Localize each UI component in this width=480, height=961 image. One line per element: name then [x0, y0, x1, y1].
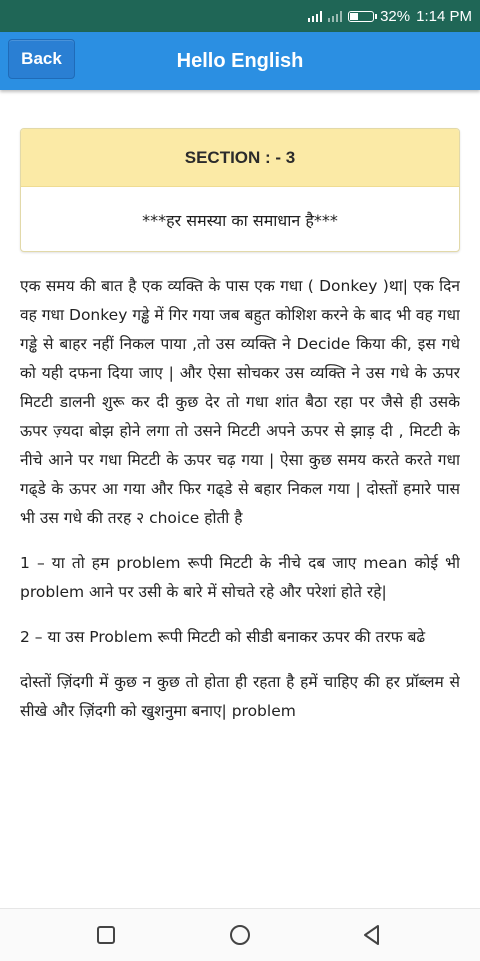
article-content[interactable] [20, 272, 460, 908]
article-paragraph-3: 2 – या उस Problem रूपी मिटटी को सीडी बनाकर ऊपर की तरफ बढे [20, 628, 426, 646]
back-button[interactable]: Back [8, 39, 75, 79]
battery-fill [350, 13, 358, 20]
app-bar [0, 32, 480, 90]
battery-percent: 32% [380, 7, 411, 25]
clock: 1:14 PM [416, 7, 472, 25]
article-paragraph-2: 1 – या तो हम problem रूपी मिटटी के नीचे दब जाए mean कोई भी problem आने पर उसी के बारे में सोचते रहे और परेशां होते रहे| [20, 554, 460, 601]
home-circle-icon[interactable] [226, 921, 254, 949]
back-triangle-icon[interactable] [358, 921, 386, 949]
status-icons [308, 0, 472, 32]
article-paragraph-4: दोस्तों ज़िंदगी में कुछ न कुछ तो होता ही रहता है हमें चाहिए की हर प्रॉब्लम से सीखे और ज़िंदगी को खुशनुमा बनाए| problem [20, 673, 460, 720]
section-title: SECTION : - 3 [21, 129, 459, 187]
signal-icon [308, 10, 322, 22]
recents-square-icon[interactable] [92, 921, 120, 949]
section-subtitle: ***हर समस्या का समाधान है*** [142, 211, 338, 230]
battery-icon [348, 11, 374, 22]
system-nav-bar [0, 908, 480, 961]
page-title: Hello English [176, 49, 304, 72]
signal-secondary-icon [328, 10, 342, 22]
article-paragraph-1: एक समय की बात है एक व्यक्ति के पास एक गधा ( Donkey )था| एक दिन वह गधा Donkey गड्ढे में गिर गया जब बहुत कोशिश करने के बाद भी वह गधा गड्ढे से बाहर नहीं निकल पाया ,तो उस व्यक्ति ने Decide किया की, इस गधे को यही दफना दिया जाए | और ऐसा सोचकर उस व्यक्ति ने उस गधे के ऊपर मिटटी डालनी शुरू कर दी कुछ देर तो गधा शांत बैठा रहा पर जैसे ही उसके ऊपर ज़्यदा बोझ होने लगा तो उसने मिटटी अपने ऊपर से झाड़ दी , मिटटी के नीचे आने पर गधा मिटटी के ऊपर चढ़ गया | ऐसा कुछ समय करते करते गधा गढ्डे के ऊपर आ गया और फिर गढ्डे से बहार निकल गया | दोस्तों हमारे पास भी उस गधे की तरह २ choice होती है [20, 277, 460, 527]
section-card [20, 128, 460, 252]
status-bar [0, 0, 480, 32]
